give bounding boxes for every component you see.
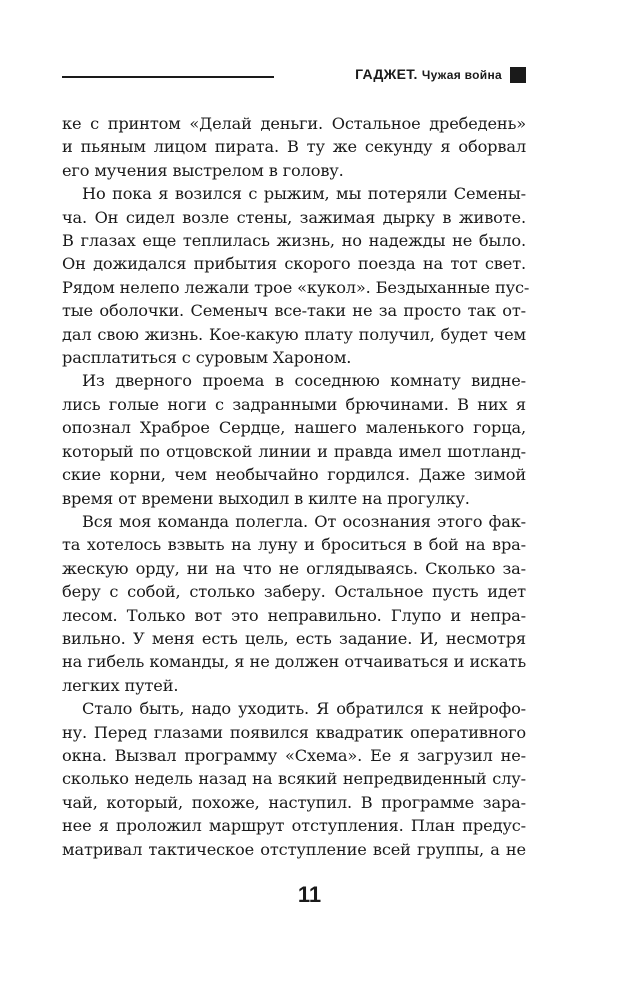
text-line: вильно. У меня есть цель, есть задание. И, несмотря bbox=[62, 628, 526, 648]
paragraph bbox=[62, 510, 526, 697]
text-line: тые оболочки. Семеныч все-таки не за просто так от- bbox=[62, 301, 526, 321]
paragraph bbox=[62, 697, 526, 861]
text-line: ские корни, чем необычайно гордился. Даже зимой bbox=[62, 465, 526, 485]
text-line: ча. Он сидел возле стены, зажимая дырку в животе. bbox=[62, 207, 526, 227]
text-line: сколько недель назад на всякий непредвиденный слу- bbox=[62, 769, 526, 789]
text-line: Рядом нелепо лежали трое «кукол». Бездыханные пус- bbox=[62, 277, 530, 297]
text-line: жескую орду, ни на что не оглядываясь. Сколько за- bbox=[62, 558, 526, 578]
paragraph bbox=[62, 369, 526, 509]
text-line: Стало быть, надо уходить. Я обратился к нейрофо- bbox=[82, 699, 526, 719]
text-line: лесом. Только вот это неправильно. Глупо и непра- bbox=[62, 605, 526, 625]
running-header bbox=[62, 62, 526, 90]
book-title: ГАДЖЕТ. bbox=[355, 66, 418, 82]
text-line: легких путей. bbox=[62, 675, 179, 695]
book-subtitle: Чужая война bbox=[421, 68, 502, 82]
text-line: ну. Перед глазами появился квадратик оперативного bbox=[62, 722, 526, 742]
text-line: чай, который, похоже, наступил. В программе зара- bbox=[62, 792, 526, 812]
text-line: его мучения выстрелом в голову. bbox=[62, 160, 344, 180]
text-line: беру с собой, столько заберу. Остальное пусть идет bbox=[62, 582, 526, 602]
text-line: та хотелось взвыть на луну и броситься в бой на вра- bbox=[62, 535, 526, 555]
text-line: лись голые ноги с задранными брючинами. В них я bbox=[62, 394, 526, 414]
text-line: нее я проложил маршрут отступления. План предус- bbox=[62, 816, 526, 836]
text-line: время от времени выходил в килте на прогулку. bbox=[62, 488, 470, 508]
text-line: который по отцовской линии и правда имел шотланд- bbox=[62, 441, 526, 461]
text-line: опознал Храброе Сердце, нашего маленького горца, bbox=[62, 418, 526, 438]
text-line: и пьяным лицом пирата. В ту же секунду я оборвал bbox=[62, 137, 526, 157]
text-line: дал свою жизнь. Кое-какую плату получил, будет чем bbox=[62, 324, 526, 344]
body-text bbox=[62, 112, 530, 861]
text-line: матривал тактическое отступление всей группы, а не bbox=[62, 839, 526, 859]
header-rule bbox=[62, 76, 274, 78]
text-line: Из дверного проема в соседнюю комнату видне- bbox=[82, 371, 526, 391]
text-line: Но пока я возился с рыжим, мы потеряли Семены- bbox=[82, 184, 526, 204]
paragraph bbox=[62, 112, 526, 182]
page-number: 11 bbox=[297, 882, 322, 907]
text-line: ке с принтом «Делай деньги. Остальное дребедень» bbox=[62, 114, 526, 133]
header-title bbox=[355, 66, 502, 82]
text-line: Он дожидался прибытия скорого поезда на тот свет. bbox=[62, 254, 526, 274]
text-line: Вся моя команда полегла. От осознания этого фак- bbox=[82, 511, 526, 531]
text-line: на гибель команды, я не должен отчаиваться и искать bbox=[62, 652, 526, 672]
text-line: расплатиться с суровым Хароном. bbox=[62, 348, 352, 368]
text-line: окна. Вызвал программу «Схема». Ее я загрузил не- bbox=[62, 745, 526, 765]
paragraph bbox=[62, 182, 530, 369]
header-square-mark bbox=[510, 67, 526, 83]
text-line: В глазах еще теплилась жизнь, но надежды не было. bbox=[62, 231, 526, 251]
